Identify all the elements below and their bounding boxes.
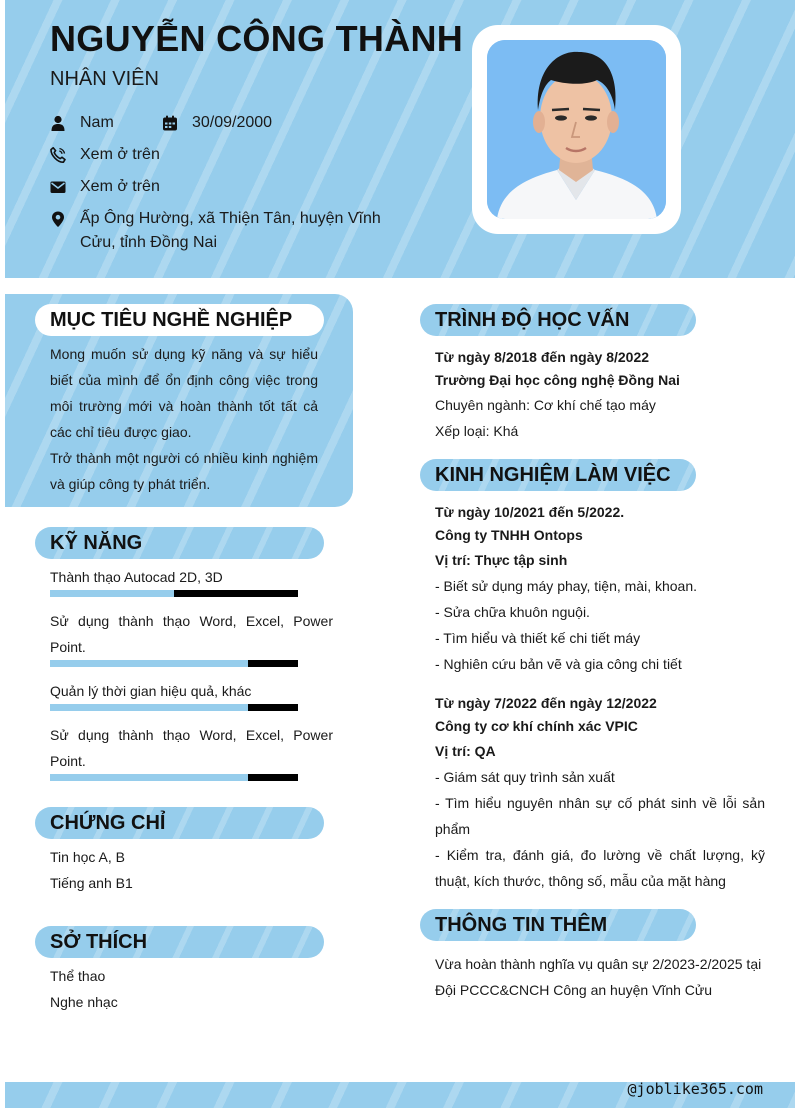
objective-text: Mong muốn sử dụng kỹ năng và sự hiểu biết của mình để ổn định công việc trong môi trường mới và hoàn thành tốt tất cả các chỉ tiêu được giao. (50, 346, 318, 440)
person-icon (50, 115, 66, 131)
certificates-heading: CHỨNG CHỈ (35, 807, 324, 839)
job-task: - Tìm hiểu nguyên nhân sự cố phát sinh về lỗi sản phẩm (435, 795, 765, 837)
education-school: Trường Đại học công nghệ Đồng Nai (435, 372, 680, 388)
header-banner (5, 0, 795, 278)
job-task: - Nghiên cứu bản vẽ và gia công chi tiết (435, 656, 682, 672)
job-company: Công ty cơ khí chính xác VPIC (435, 718, 638, 734)
phone-value: Xem ở trên (80, 146, 160, 163)
skill-label: Thành thạo Autocad 2D, 3D (50, 569, 223, 585)
skill-label: Sử dụng thành thạo Word, Excel, Power Point. (50, 613, 333, 655)
dob-value: 30/09/2000 (192, 114, 273, 131)
job-period: Từ ngày 7/2022 đến ngày 12/2022 (435, 695, 657, 711)
footer-watermark: @joblike365.com (627, 1080, 763, 1098)
education-period: Từ ngày 8/2018 đến ngày 8/2022 (435, 349, 650, 365)
skill-bar (50, 590, 298, 597)
skill-bar (50, 704, 298, 711)
job-task: - Tìm hiểu và thiết kế chi tiết máy (435, 630, 641, 646)
skill-bar-fill (50, 774, 248, 781)
job-task: - Kiểm tra, đánh giá, đo lường về chất lượng, kỹ thuật, kích thước, thông số, mẫu của mặt hàng (435, 847, 765, 889)
photo-frame (472, 25, 681, 234)
certificate-item: Tiếng anh B1 (50, 875, 133, 891)
objective-text-2: Trở thành một người có nhiều kinh nghiệm và giúp công ty phát triển. (50, 450, 318, 492)
map-pin-icon (50, 211, 66, 227)
job-title: NHÂN VIÊN (50, 68, 159, 90)
skill-label: Quản lý thời gian hiệu quả, khác (50, 683, 252, 699)
skill-bar-fill (50, 590, 174, 597)
job-role: Vị trí: QA (435, 743, 496, 759)
objective-heading: MỤC TIÊU NGHỀ NGHIỆP (35, 304, 324, 336)
education-grade: Xếp loại: Khá (435, 423, 519, 439)
skill-bar (50, 774, 298, 781)
footer-bar (5, 1082, 795, 1108)
skill-bar-fill (50, 704, 248, 711)
envelope-icon (50, 179, 66, 195)
certificate-item: Tin học A, B (50, 849, 125, 865)
job-task: - Giám sát quy trình sản xuất (435, 769, 615, 785)
hobby-item: Nghe nhạc (50, 994, 118, 1010)
job-task: - Sửa chữa khuôn nguội. (435, 604, 590, 620)
job-task: - Biết sử dụng máy phay, tiện, mài, khoan. (435, 578, 698, 594)
email-value: Xem ở trên (80, 178, 160, 195)
calendar-icon (162, 115, 178, 131)
phone-icon (50, 147, 66, 163)
education-heading: TRÌNH ĐỘ HỌC VẤN (420, 304, 696, 336)
skill-bar (50, 660, 298, 667)
candidate-name: NGUYỄN CÔNG THÀNH (50, 18, 464, 59)
skill-label: Sử dụng thành thạo Word, Excel, Power Point. (50, 727, 333, 769)
job-period: Từ ngày 10/2021 đến 5/2022. (435, 504, 625, 520)
experience-heading: KINH NGHIỆM LÀM VIỆC (420, 459, 696, 491)
objective-section (5, 294, 353, 507)
address-value: Ấp Ông Hường, xã Thiện Tân, huyện Vĩnh Cửu, tỉnh Đồng Nai (80, 210, 381, 251)
additional-heading: THÔNG TIN THÊM (420, 909, 696, 941)
additional-text: Vừa hoàn thành nghĩa vụ quân sự 2/2023-2/2025 tại Đội PCCC&CNCH Công an huyện Vĩnh Cửu (435, 956, 762, 998)
gender-value: Nam (80, 114, 114, 131)
hobby-item: Thể thao (50, 968, 106, 984)
skill-bar-fill (50, 660, 248, 667)
hobbies-heading: SỞ THÍCH (35, 926, 324, 958)
skills-heading: KỸ NĂNG (35, 527, 324, 559)
job-company: Công ty TNHH Ontops (435, 527, 583, 543)
education-major: Chuyên ngành: Cơ khí chế tạo máy (435, 397, 656, 413)
job-role: Vị trí: Thực tập sinh (435, 552, 568, 568)
profile-photo (487, 40, 666, 219)
